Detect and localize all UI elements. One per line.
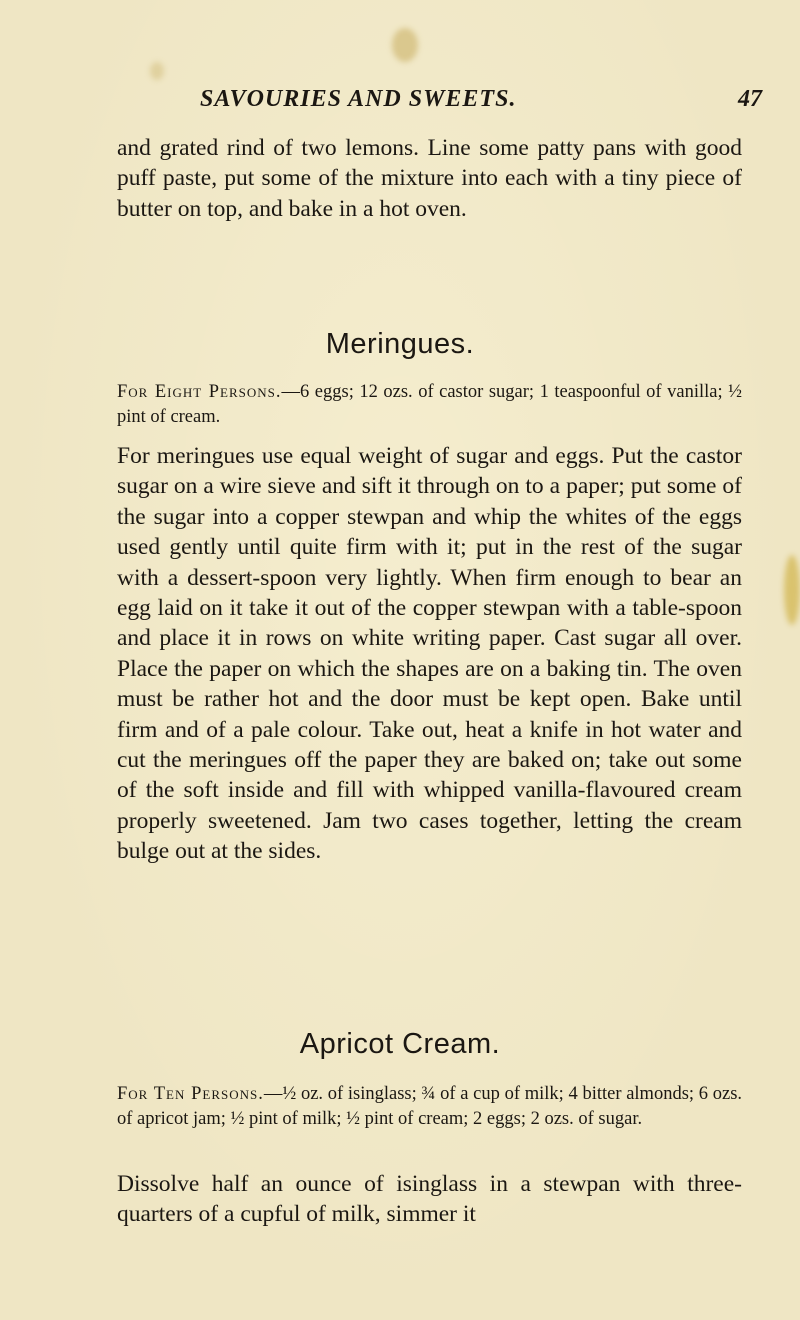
meringues-ingredients bbox=[117, 380, 742, 429]
meringues-heading: Meringues. bbox=[325, 328, 475, 360]
paper-stain bbox=[392, 28, 418, 62]
meringues-ingredients-block bbox=[117, 380, 742, 429]
meringues-ingredient-list: —6 eggs; 12 ozs. of castor sugar; 1 teaspoonful of vanilla; ½ pint of cream. bbox=[117, 382, 742, 427]
apricot-serving: For Ten Persons. bbox=[117, 1084, 264, 1104]
apricot-method-block bbox=[117, 1169, 742, 1230]
continuation-paragraph: and grated rind of two lemons. Line some patty pans with good puff paste, put some of the mixture into each with a tiny piece of butter on top, and bake in a hot oven. bbox=[117, 135, 742, 222]
meringues-serving: For Eight Persons. bbox=[117, 382, 282, 402]
apricot-cream-heading: Apricot Cream. bbox=[299, 1028, 501, 1060]
paper-stain bbox=[150, 62, 164, 80]
page-number: 47 bbox=[738, 86, 762, 112]
meringues-method-block bbox=[117, 441, 742, 867]
apricot-ingredients-block bbox=[117, 1082, 742, 1131]
meringues-method: For meringues use equal weight of sugar and eggs. Put the castor sugar on a wire sieve and sift it through on to a paper; put some of the sugar into a copper stewpan and whip the whites of the eggs used gently until quite firm with it; put in the rest of the sugar with a dessert-spoon very lightly. When firm enough to bear an egg laid on it take it out of the copper stewpan with a table-spoon and place it in rows on white writing paper. Cast sugar all over. Place the paper on which the shapes are on a baking tin. The oven must be rather hot and the door must be kept open. Bake until firm and of a pale colour. Take out, heat a knife in hot water and cut the meringues off the paper they are baked on; take out some of the soft inside and fill with whipped vanilla-flavoured cream properly sweetened. Jam two cases together, letting the cream bulge out at the sides. bbox=[117, 443, 742, 865]
paper-stain bbox=[784, 555, 800, 625]
running-head: SAVOURIES AND SWEETS. bbox=[200, 86, 517, 112]
apricot-method: Dissolve half an ounce of isinglass in a stewpan with three-quarters of a cupful of milk, simmer it bbox=[117, 1171, 742, 1228]
apricot-ingredient-list: —½ oz. of isinglass; ¾ of a cup of milk; 4 bitter almonds; 6 ozs. of apricot jam; ½ pint of milk; ½ pint of cream; 2 eggs; 2 ozs. of sugar. bbox=[117, 1084, 743, 1129]
continuation-block bbox=[117, 133, 742, 224]
apricot-ingredients bbox=[117, 1082, 742, 1131]
